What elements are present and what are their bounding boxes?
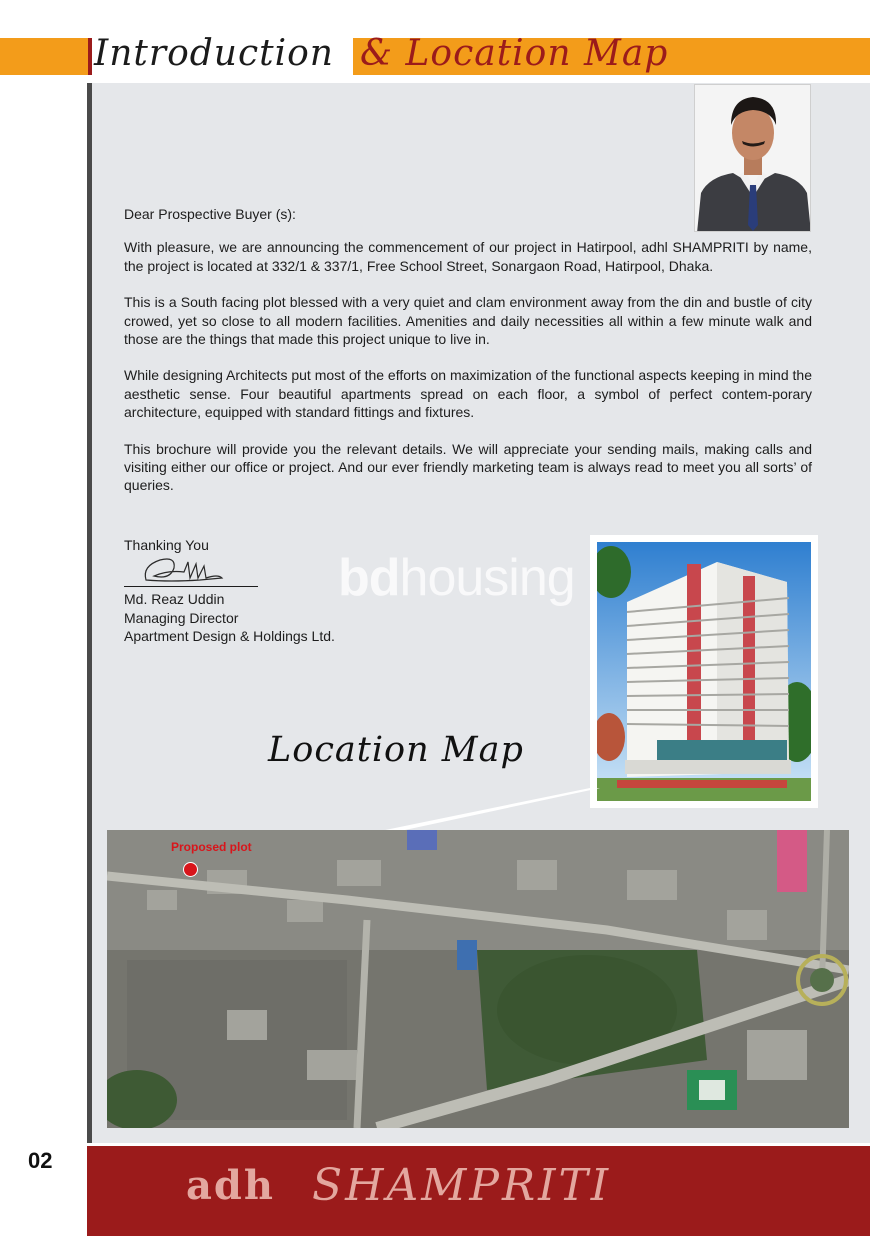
proposed-plot-label: Proposed plot <box>171 840 252 854</box>
salutation: Dear Prospective Buyer (s): <box>124 206 296 222</box>
signer-title: Managing Director <box>124 609 239 626</box>
footer-brand-prefix: adh <box>186 1162 275 1209</box>
signer-company: Apartment Design & Holdings Ltd. <box>124 628 335 644</box>
footer-brand-name: SHAMPRITI <box>312 1160 612 1211</box>
location-map-title: Location Map <box>268 730 524 770</box>
signer-name: Md. Reaz Uddin <box>124 591 225 607</box>
location-map[interactable] <box>107 830 849 1128</box>
page-number: 02 <box>28 1148 53 1173</box>
satellite-map-image <box>107 830 849 1128</box>
closing-text: Thanking You <box>124 537 209 553</box>
proposed-plot-marker[interactable] <box>183 862 198 877</box>
letter-paragraph-3: While designing Architects put most of the efforts on maximization of the functional aspects keeping in mind the aesthetic sense. Four beautiful apartments spread on each floor, a symbol of perfect contem-porary architecture, equipped with standard fittings and fixtures. <box>124 367 812 421</box>
page-title-location-map: & Location Map <box>360 33 669 74</box>
watermark-part2: housing <box>399 549 575 607</box>
page-title-introduction: Introduction <box>94 33 334 74</box>
letter-paragraph-1: With pleasure, we are announcing the commencement of our project in Hatirpool, adhl SHAMPRITI by name, the project is located at 332/1 & 337/1, Free School Street, Sonargaon Road, Hatirpool, Dhaka. <box>124 239 812 274</box>
letter-paragraph-4: This brochure will provide you the relevant details. We will appreciate your sending mails, making calls and visiting either our office or project. And our ever friendly marketing team is always read to meet you all sorts’ of queries. <box>124 440 812 494</box>
watermark-part1: bd <box>338 549 400 607</box>
letter-paragraph-2: This is a South facing plot blessed with a very quiet and clam environment away from the din and bustle of city crowed, yet so close to all modern facilities. Amenities and daily necessities all within a few minute walk and those are the things that made this project unique to live in. <box>124 294 812 348</box>
